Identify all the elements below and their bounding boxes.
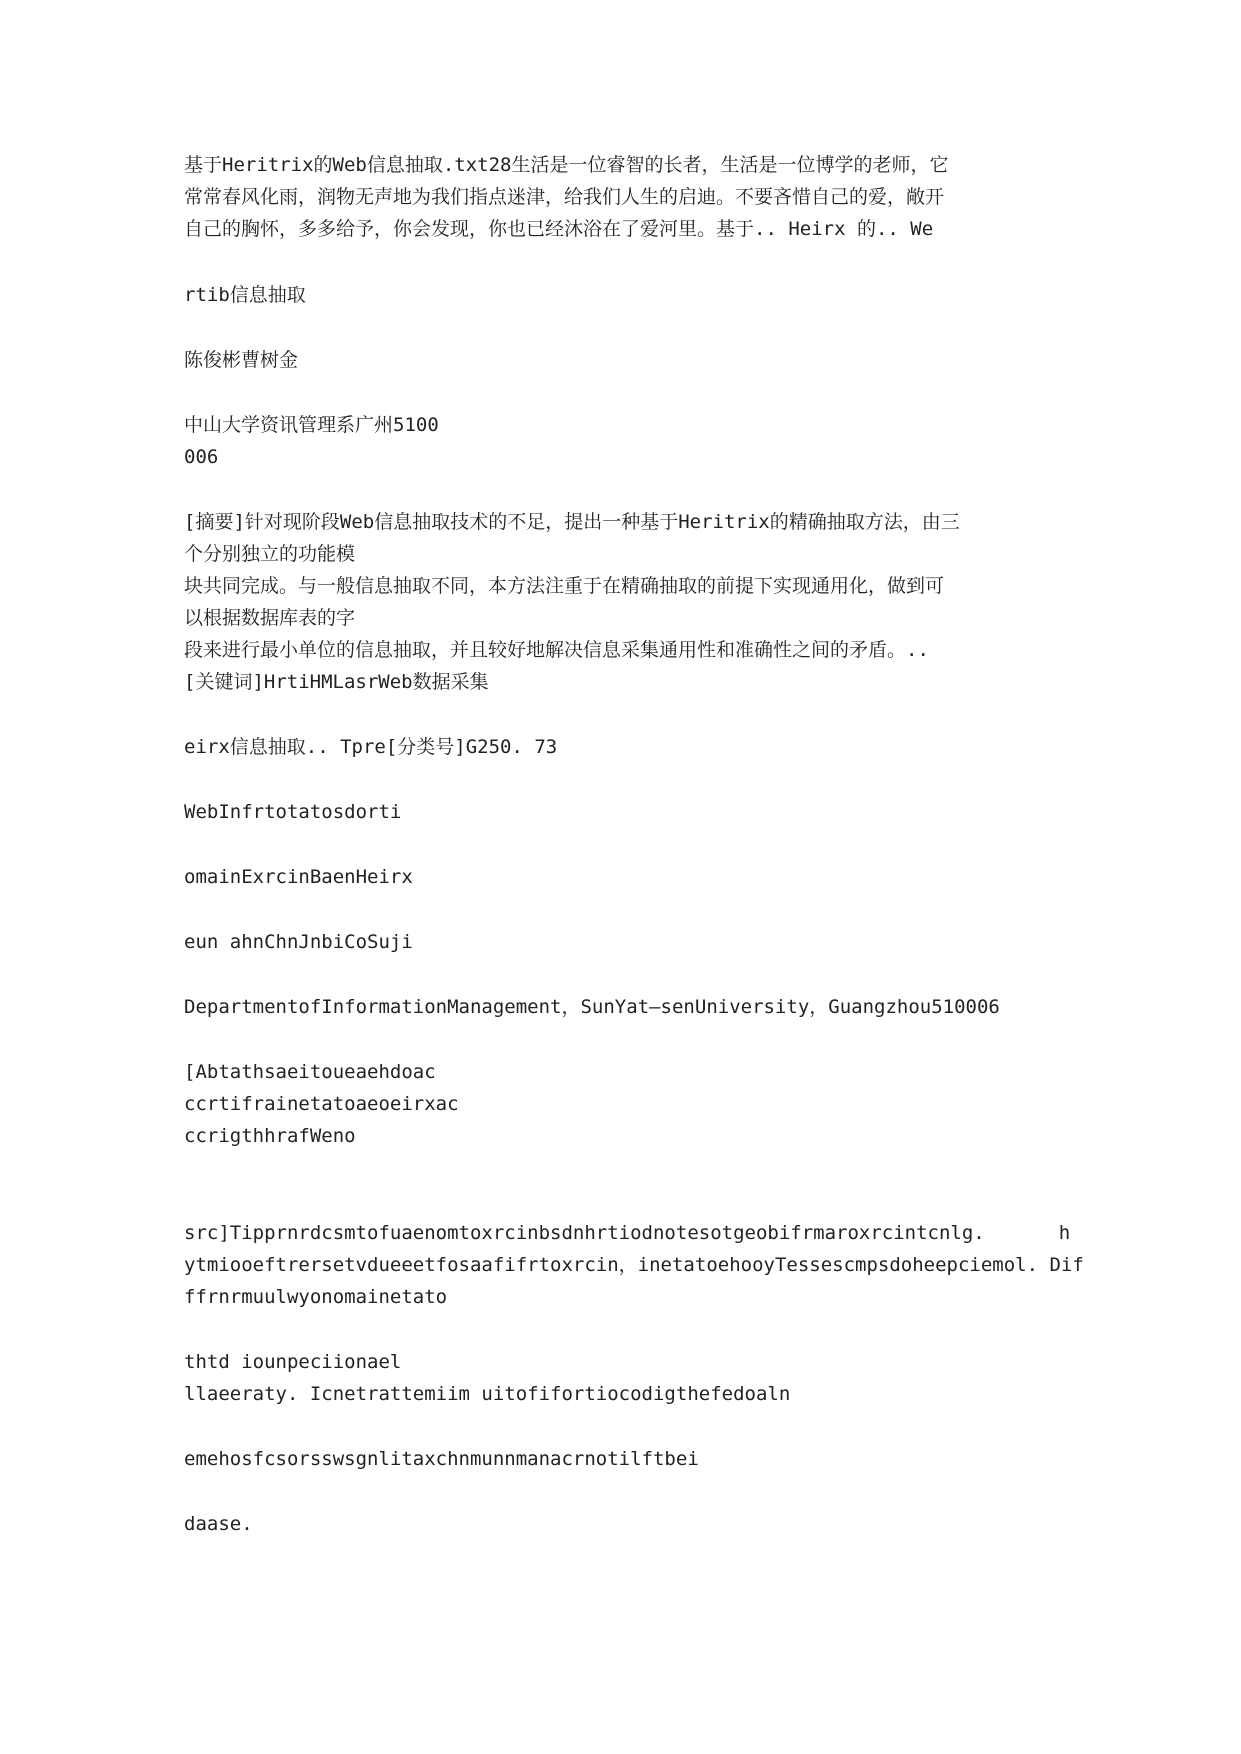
text-segment: h <box>1058 1222 1071 1244</box>
abstract-line: [摘要]针对现阶段Web信息抽取技术的不足，提出一种基于Heritrix的精确抽取方法，由三 <box>184 511 960 533</box>
abstract-line: 块共同完成。与一般信息抽取不同，本方法注重于在精确抽取的前提下实现通用化，做到可 <box>184 575 945 597</box>
author-line: 陈俊彬曹树金 <box>184 349 299 371</box>
english-abstract-line: ytmiooeftrersetvdueeetfosaafifrtoxrcin，inetatoehooyTessescmpsdoheepciemol. Dif <box>184 1254 1084 1276</box>
text-line: rtib信息抽取 <box>184 284 306 306</box>
english-abstract-line <box>184 1221 1071 1245</box>
english-author-line: eun ahnChnJnbiCoSuji <box>184 931 413 953</box>
english-title-line: omainExrcinBaenHeirx <box>184 866 413 888</box>
text-line: eirx信息抽取.. Tpre[分类号]G250. 73 <box>184 736 558 758</box>
text-line: 常常春风化雨，润物无声地为我们指点迷津，给我们人生的启迪。不要吝惜自己的爱，敞开 <box>184 186 945 208</box>
text-line: 基于Heritrix的Web信息抽取.txt28生活是一位睿智的长者，生活是一位博学的老师，它 <box>184 154 949 176</box>
english-abstract-line: emehosfcsorsswsgnlitaxchnmunnmanacrnotilftbei <box>184 1448 699 1470</box>
abstract-line: 个分别独立的功能模 <box>184 543 356 565</box>
keywords-line: [关键词]HrtiHMLasrWeb数据采集 <box>184 671 489 693</box>
english-abstract-line: ffrnrmuulwyonomainetato <box>184 1286 448 1308</box>
english-abstract-line: llaeeraty. Icnetrattemiim uitofifortiocodigthefedoaln <box>184 1383 791 1405</box>
english-abstract-line: daase. <box>184 1513 253 1535</box>
affiliation-line: 006 <box>184 446 219 468</box>
english-abstract-line: thtd iounpeciionael <box>184 1351 402 1373</box>
abstract-line: 段来进行最小单位的信息抽取，并且较好地解决信息采集通用性和准确性之间的矛盾。.. <box>184 639 929 661</box>
text-line: 自己的胸怀，多多给予，你会发现，你也已经沐浴在了爱河里。基于.. Heirx 的.. We <box>184 218 934 240</box>
text-segment: . <box>973 1222 985 1244</box>
abstract-line: 以根据数据库表的字 <box>184 607 356 629</box>
text-segment: src]Tipprnrdcsmtofuaenomtoxrcinbsdnhrtiodnotesotgeobifrmaroxrcintcnlg <box>184 1222 974 1244</box>
english-abstract-line: ccrigthhrafWeno <box>184 1125 356 1147</box>
english-affiliation-line: DepartmentofInformationManagement，SunYat—senUniversity，Guangzhou510006 <box>184 996 1000 1018</box>
english-abstract-line: [Abtathsaeitoueaehdoac <box>184 1061 436 1083</box>
affiliation-line: 中山大学资讯管理系广州5100 <box>184 414 439 436</box>
english-abstract-line: ccrtifrainetatoaeoeirxac <box>184 1093 459 1115</box>
english-title-line: WebInfrtotatosdorti <box>184 801 402 823</box>
